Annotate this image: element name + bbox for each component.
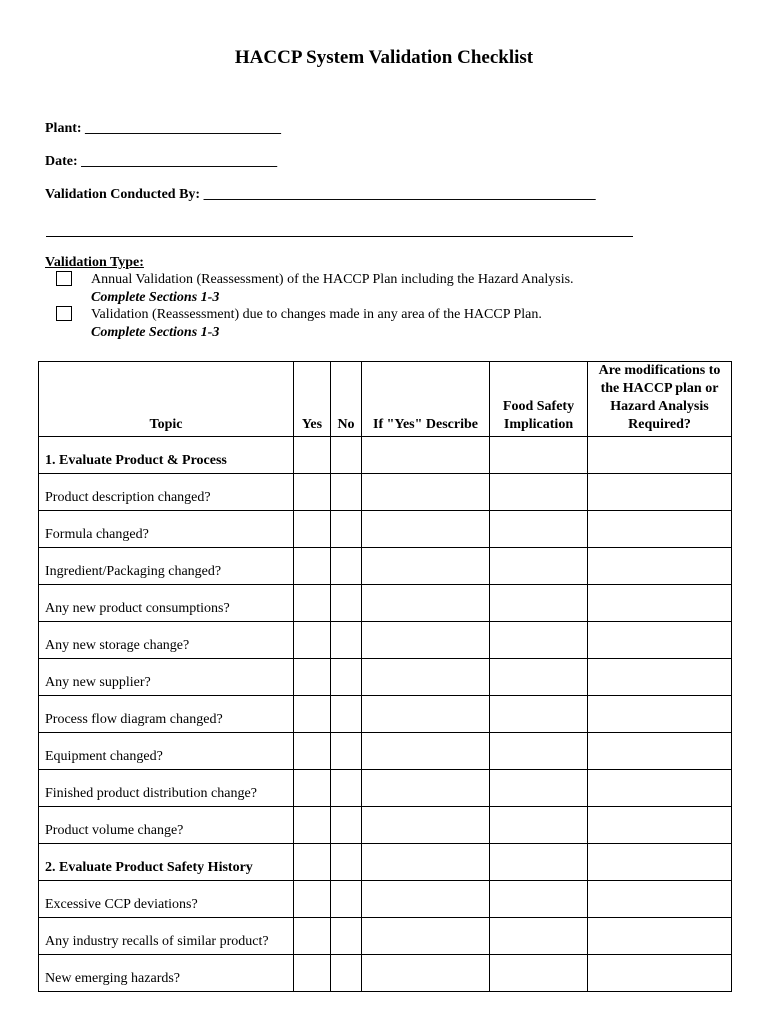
table-row bbox=[39, 474, 732, 511]
table-row bbox=[39, 881, 732, 918]
food-safety-cell[interactable] bbox=[490, 733, 588, 770]
header-modifications: Are modifications to the HACCP plan or Hazard Analysis Required? bbox=[588, 362, 732, 437]
header-yes: Yes bbox=[294, 362, 331, 437]
modifications-cell[interactable] bbox=[588, 659, 732, 696]
table-row bbox=[39, 733, 732, 770]
modifications-cell[interactable] bbox=[588, 548, 732, 585]
food-safety-cell[interactable] bbox=[490, 622, 588, 659]
no-cell[interactable] bbox=[331, 548, 362, 585]
describe-cell[interactable] bbox=[362, 770, 490, 807]
table-header-row bbox=[39, 362, 732, 437]
table-body bbox=[39, 437, 732, 992]
no-cell[interactable] bbox=[331, 807, 362, 844]
topic-cell: Excessive CCP deviations? bbox=[39, 881, 294, 918]
topic-cell: Finished product distribution change? bbox=[39, 770, 294, 807]
yes-cell[interactable] bbox=[294, 474, 331, 511]
yes-cell[interactable] bbox=[294, 511, 331, 548]
modifications-cell[interactable] bbox=[588, 844, 732, 881]
modifications-cell[interactable] bbox=[588, 955, 732, 992]
describe-cell[interactable] bbox=[362, 881, 490, 918]
topic-cell: Process flow diagram changed? bbox=[39, 696, 294, 733]
validation-conducted-by-field[interactable]: Validation Conducted By: ________________________________________________________ bbox=[45, 187, 596, 202]
no-cell[interactable] bbox=[331, 622, 362, 659]
describe-cell[interactable] bbox=[362, 622, 490, 659]
modifications-cell[interactable] bbox=[588, 918, 732, 955]
validation-type-label: Validation Type: bbox=[45, 255, 144, 270]
modifications-cell[interactable] bbox=[588, 474, 732, 511]
yes-cell[interactable] bbox=[294, 770, 331, 807]
food-safety-cell[interactable] bbox=[490, 659, 588, 696]
describe-cell[interactable] bbox=[362, 659, 490, 696]
topic-cell: Any new product consumptions? bbox=[39, 585, 294, 622]
yes-cell[interactable] bbox=[294, 659, 331, 696]
describe-cell[interactable] bbox=[362, 474, 490, 511]
validation-option-change[interactable] bbox=[56, 307, 542, 323]
modifications-cell[interactable] bbox=[588, 622, 732, 659]
change-validation-checkbox[interactable] bbox=[56, 306, 72, 321]
table-row bbox=[39, 770, 732, 807]
topic-cell: Any new storage change? bbox=[39, 622, 294, 659]
yes-cell[interactable] bbox=[294, 733, 331, 770]
section-header-row bbox=[39, 844, 732, 881]
no-cell[interactable] bbox=[331, 955, 362, 992]
food-safety-cell[interactable] bbox=[490, 807, 588, 844]
topic-cell: Any industry recalls of similar product? bbox=[39, 918, 294, 955]
change-validation-text: Validation (Reassessment) due to changes made in any area of the HACCP Plan. bbox=[91, 307, 542, 322]
food-safety-cell[interactable] bbox=[490, 696, 588, 733]
table-row bbox=[39, 696, 732, 733]
food-safety-cell[interactable] bbox=[490, 955, 588, 992]
describe-cell[interactable] bbox=[362, 437, 490, 474]
table-row bbox=[39, 918, 732, 955]
modifications-cell[interactable] bbox=[588, 881, 732, 918]
yes-cell[interactable] bbox=[294, 881, 331, 918]
plant-field[interactable]: Plant: ____________________________ bbox=[45, 121, 282, 136]
no-cell[interactable] bbox=[331, 437, 362, 474]
describe-cell[interactable] bbox=[362, 733, 490, 770]
yes-cell[interactable] bbox=[294, 696, 331, 733]
page-title: HACCP System Validation Checklist bbox=[234, 47, 534, 68]
describe-cell[interactable] bbox=[362, 918, 490, 955]
blank-signature-line bbox=[46, 236, 633, 237]
yes-cell[interactable] bbox=[294, 622, 331, 659]
date-field[interactable]: Date: ____________________________ bbox=[45, 154, 278, 169]
topic-cell: Product description changed? bbox=[39, 474, 294, 511]
header-describe: If "Yes" Describe bbox=[362, 362, 490, 437]
no-cell[interactable] bbox=[331, 844, 362, 881]
header-topic: Topic bbox=[39, 362, 294, 437]
modifications-cell[interactable] bbox=[588, 807, 732, 844]
food-safety-cell[interactable] bbox=[490, 474, 588, 511]
table-row bbox=[39, 955, 732, 992]
no-cell[interactable] bbox=[331, 881, 362, 918]
modifications-cell[interactable] bbox=[588, 511, 732, 548]
describe-cell[interactable] bbox=[362, 844, 490, 881]
topic-cell: Formula changed? bbox=[39, 511, 294, 548]
modifications-cell[interactable] bbox=[588, 733, 732, 770]
modifications-cell[interactable] bbox=[588, 696, 732, 733]
header-food-safety: Food Safety Implication bbox=[490, 362, 588, 437]
describe-cell[interactable] bbox=[362, 955, 490, 992]
topic-cell: 1. Evaluate Product & Process bbox=[39, 437, 294, 474]
food-safety-cell[interactable] bbox=[490, 918, 588, 955]
table-row bbox=[39, 622, 732, 659]
yes-cell[interactable] bbox=[294, 548, 331, 585]
food-safety-cell[interactable] bbox=[490, 437, 588, 474]
yes-cell[interactable] bbox=[294, 585, 331, 622]
food-safety-cell[interactable] bbox=[490, 548, 588, 585]
food-safety-cell[interactable] bbox=[490, 585, 588, 622]
describe-cell[interactable] bbox=[362, 696, 490, 733]
yes-cell[interactable] bbox=[294, 807, 331, 844]
modifications-cell[interactable] bbox=[588, 770, 732, 807]
table-row bbox=[39, 548, 732, 585]
yes-cell[interactable] bbox=[294, 918, 331, 955]
topic-cell: Product volume change? bbox=[39, 807, 294, 844]
describe-cell[interactable] bbox=[362, 511, 490, 548]
no-cell[interactable] bbox=[331, 474, 362, 511]
annual-validation-checkbox[interactable] bbox=[56, 271, 72, 286]
no-cell[interactable] bbox=[331, 918, 362, 955]
no-cell[interactable] bbox=[331, 585, 362, 622]
checklist-table bbox=[38, 361, 732, 992]
describe-cell[interactable] bbox=[362, 548, 490, 585]
table-row bbox=[39, 807, 732, 844]
topic-cell: Equipment changed? bbox=[39, 733, 294, 770]
table-row bbox=[39, 585, 732, 622]
annual-validation-text: Annual Validation (Reassessment) of the HACCP Plan including the Hazard Analysis. bbox=[91, 272, 574, 287]
table-row bbox=[39, 659, 732, 696]
no-cell[interactable] bbox=[331, 659, 362, 696]
topic-cell: Any new supplier? bbox=[39, 659, 294, 696]
food-safety-cell[interactable] bbox=[490, 881, 588, 918]
validation-option-annual[interactable] bbox=[56, 272, 574, 288]
topic-cell: New emerging hazards? bbox=[39, 955, 294, 992]
no-cell[interactable] bbox=[331, 770, 362, 807]
table-row bbox=[39, 511, 732, 548]
yes-cell[interactable] bbox=[294, 437, 331, 474]
modifications-cell[interactable] bbox=[588, 437, 732, 474]
food-safety-cell[interactable] bbox=[490, 511, 588, 548]
no-cell[interactable] bbox=[331, 696, 362, 733]
no-cell[interactable] bbox=[331, 511, 362, 548]
food-safety-cell[interactable] bbox=[490, 844, 588, 881]
change-validation-note: Complete Sections 1-3 bbox=[91, 325, 220, 340]
header-no: No bbox=[331, 362, 362, 437]
yes-cell[interactable] bbox=[294, 955, 331, 992]
describe-cell[interactable] bbox=[362, 585, 490, 622]
no-cell[interactable] bbox=[331, 733, 362, 770]
modifications-cell[interactable] bbox=[588, 585, 732, 622]
section-header-row bbox=[39, 437, 732, 474]
annual-validation-note: Complete Sections 1-3 bbox=[91, 290, 220, 305]
topic-cell: Ingredient/Packaging changed? bbox=[39, 548, 294, 585]
yes-cell[interactable] bbox=[294, 844, 331, 881]
food-safety-cell[interactable] bbox=[490, 770, 588, 807]
topic-cell: 2. Evaluate Product Safety History bbox=[39, 844, 294, 881]
describe-cell[interactable] bbox=[362, 807, 490, 844]
